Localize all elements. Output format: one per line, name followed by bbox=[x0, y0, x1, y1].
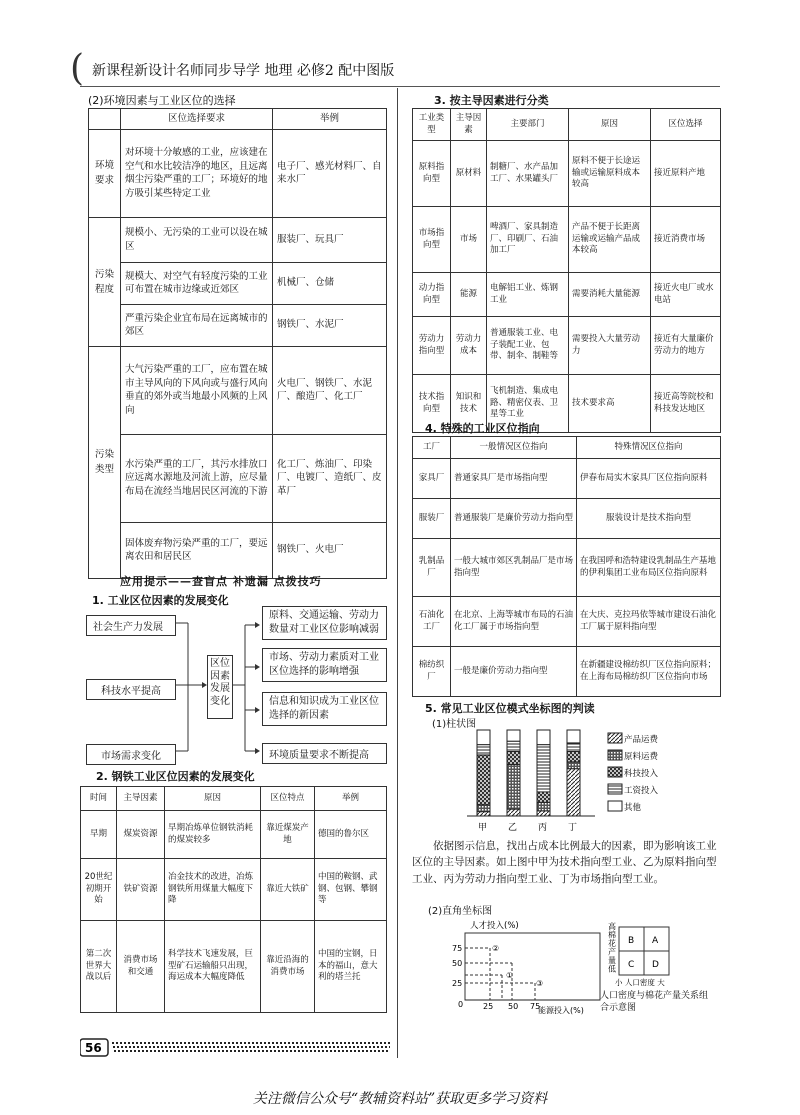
class-cell: 接近有大量廉价劳动力的地方 bbox=[651, 317, 721, 375]
class-cell: 普通服装工业、电子装配工业、包带、制伞、制鞋等 bbox=[487, 317, 569, 375]
class-cell: 飞机制造、集成电路、精密仪表、卫星等工业 bbox=[487, 375, 569, 433]
coord2-cell-a: A bbox=[652, 936, 659, 946]
env-example: 钢铁厂、火电厂 bbox=[273, 522, 387, 578]
table-row bbox=[81, 811, 387, 859]
class-cell: 知识和技术 bbox=[451, 375, 487, 433]
env-requirement: 严重污染企业宜布局在远离城市的郊区 bbox=[121, 304, 273, 346]
env-example: 钢铁厂、水泥厂 bbox=[273, 304, 387, 346]
bar-categories bbox=[478, 822, 577, 833]
coord1-ytick-75: 75 bbox=[452, 944, 463, 953]
env-example: 火电厂、钢铁厂、水泥厂、酿造厂、化工厂 bbox=[273, 346, 387, 434]
bar-chart bbox=[455, 725, 705, 835]
bar-丁-0 bbox=[567, 769, 580, 816]
tip2-title: 2. 钢铁工业区位因素的发展变化 bbox=[96, 770, 255, 783]
env-header-0: 区位选择要求 bbox=[121, 109, 273, 130]
bar-甲-4 bbox=[477, 730, 490, 745]
legend-label: 产品运费 bbox=[624, 735, 659, 745]
coord2-xlabel: 小 人口密度 大 bbox=[615, 978, 665, 987]
bar-丁-2 bbox=[567, 752, 580, 762]
env-requirement: 规模大、对空气有轻度污染的工业可布置在城市边缘或近郊区 bbox=[121, 262, 273, 304]
sub1-title: (1)柱状图 bbox=[432, 719, 477, 730]
steel-cell: 德国的鲁尔区 bbox=[315, 811, 387, 859]
bar-legend bbox=[608, 733, 659, 813]
table-row bbox=[413, 647, 721, 697]
class-cell: 原材料 bbox=[451, 141, 487, 207]
class-header-2: 主要部门 bbox=[487, 109, 569, 141]
env-group-label: 污染类型 bbox=[89, 346, 121, 578]
legend-label: 其他 bbox=[624, 803, 642, 813]
sub2-title: (2)直角坐标图 bbox=[428, 906, 493, 917]
steel-header-1: 主导因素 bbox=[117, 787, 165, 811]
class-cell: 接近原料产地 bbox=[651, 141, 721, 207]
flow-right-0: 原料、交通运输、劳动力数量对工业区位影响减弱 bbox=[262, 606, 387, 640]
page-number: 56 bbox=[85, 1041, 102, 1055]
class-header-0: 工业类型 bbox=[413, 109, 451, 141]
bar-丙-0 bbox=[537, 811, 550, 816]
special-cell: 服装厂 bbox=[413, 499, 451, 539]
class-cell: 制糖厂、水产品加工厂、水果罐头厂 bbox=[487, 141, 569, 207]
env-example: 电子厂、感光材料厂、自来水厂 bbox=[273, 129, 387, 217]
bar-丙-3 bbox=[537, 745, 550, 792]
class-header-4: 区位选择 bbox=[651, 109, 721, 141]
table-row bbox=[89, 217, 387, 262]
coord1-ytick-50: 50 bbox=[452, 959, 463, 968]
special-cell: 服装设计是技术指向型 bbox=[577, 499, 721, 539]
steel-cell: 中国的宝钢，日本的福山，意大利的塔兰托 bbox=[315, 921, 387, 1013]
steel-header-2: 原因 bbox=[165, 787, 261, 811]
header-rule bbox=[80, 86, 720, 87]
steel-cell: 靠近沿海的消费市场 bbox=[261, 921, 315, 1013]
flow-left-2: 市场需求变化 bbox=[86, 744, 176, 765]
special-header-2: 特殊情况区位指向 bbox=[577, 437, 721, 459]
table-row bbox=[81, 859, 387, 921]
coord2-cell-d: D bbox=[652, 960, 659, 970]
bar-丙-2 bbox=[537, 792, 550, 802]
coord1-xtick-75: 75 bbox=[530, 1002, 541, 1011]
legend-label: 工资投入 bbox=[624, 786, 659, 796]
class-cell: 市场指向型 bbox=[413, 207, 451, 273]
special-header-0: 工厂 bbox=[413, 437, 451, 459]
table-row bbox=[89, 522, 387, 578]
special-cell: 石油化工厂 bbox=[413, 597, 451, 647]
bar-甲-2 bbox=[477, 755, 490, 805]
table-row bbox=[89, 129, 387, 217]
bar-甲-3 bbox=[477, 745, 490, 755]
special-cell: 在新疆建设棉纺织厂区位指向原料；在上海布局棉纺织厂区位指向市场 bbox=[577, 647, 721, 697]
coord1-zero: 0 bbox=[458, 1000, 464, 1009]
table-row bbox=[413, 273, 721, 317]
legend-label: 科技投入 bbox=[624, 769, 659, 779]
table-row bbox=[89, 262, 387, 304]
special-cell: 伊春布局实木家具厂区位指向原料 bbox=[577, 459, 721, 499]
steel-cell: 中国的鞍钢、武钢、包钢、攀钢等 bbox=[315, 859, 387, 921]
bar-category-label: 丁 bbox=[568, 823, 578, 833]
coord1-frame bbox=[465, 933, 600, 1000]
flow-left-1: 科技水平提高 bbox=[86, 679, 176, 700]
flow-right-1: 市场、劳动力素质对工业区位选择的影响增强 bbox=[262, 648, 387, 682]
sec5-title: 5. 常见工业区位模式坐标图的判读 bbox=[425, 702, 595, 715]
special-cell: 普通服装厂是廉价劳动力指向型 bbox=[451, 499, 577, 539]
tip1-title: 1. 工业区位因素的发展变化 bbox=[92, 594, 229, 607]
page-header: 新课程新设计名师同步导学 地理 必修2 配中图版 bbox=[92, 63, 395, 79]
class-cell: 劳动力成本 bbox=[451, 317, 487, 375]
bar-丙-1 bbox=[537, 802, 550, 811]
steel-cell: 煤炭资源 bbox=[117, 811, 165, 859]
coord1-xtick-25: 25 bbox=[483, 1002, 494, 1011]
coord2-cell-c: C bbox=[628, 960, 635, 970]
table-row bbox=[89, 434, 387, 522]
env-example: 机械厂、仓储 bbox=[273, 262, 387, 304]
special-cell: 乳制品厂 bbox=[413, 539, 451, 597]
steel-cell: 第二次世界大战以后 bbox=[81, 921, 117, 1013]
bar-乙-1 bbox=[507, 764, 520, 809]
steel-header-4: 举例 bbox=[315, 787, 387, 811]
coord1-point-3: ③ bbox=[536, 979, 544, 988]
coord2-cell-b: B bbox=[628, 936, 635, 946]
coord2-caption: 人口密度与棉花产量关系组合示意图 bbox=[600, 991, 709, 1014]
bar-丙-4 bbox=[537, 730, 550, 745]
class-cell: 原料不便于长途运输或运输原料成本较高 bbox=[569, 141, 651, 207]
sec2-title: (2)环境因素与工业区位的选择 bbox=[88, 94, 236, 107]
special-table bbox=[412, 436, 721, 697]
special-cell: 在大庆、克拉玛依等城市建设石油化工厂属于原料指向型 bbox=[577, 597, 721, 647]
legend-swatch bbox=[608, 801, 622, 811]
env-example: 服装厂、玩具厂 bbox=[273, 217, 387, 262]
steel-cell: 靠近煤炭产地 bbox=[261, 811, 315, 859]
coord1-xlabel: 能源投入(%) bbox=[538, 1006, 584, 1015]
tip-title: 应用提示——查盲点 补遗漏 点拨技巧 bbox=[120, 575, 322, 588]
class-cell: 啤酒厂、家具制造厂、印刷厂、石油加工厂 bbox=[487, 207, 569, 273]
sec3-title: 3. 按主导因素进行分类 bbox=[434, 94, 549, 107]
class-cell: 产品不便于长距离运输或运输产品成本较高 bbox=[569, 207, 651, 273]
table-row bbox=[89, 304, 387, 346]
decorative-paren: ( bbox=[70, 48, 85, 89]
table-row bbox=[81, 921, 387, 1013]
page-number-bar bbox=[80, 1038, 390, 1058]
flow-center: 区位因素发展变化 bbox=[207, 655, 233, 719]
steel-cell: 消费市场和交通 bbox=[117, 921, 165, 1013]
coord1-ylabel: 人才投入(%) bbox=[470, 921, 519, 931]
class-cell: 电解铝工业、炼钢工业 bbox=[487, 273, 569, 317]
steel-cell: 早期冶炼单位钢铁消耗的煤炭较多 bbox=[165, 811, 261, 859]
bar-category-label: 甲 bbox=[478, 823, 488, 833]
special-cell: 在北京、上海等城市布局的石油化工厂属于市场指向型 bbox=[451, 597, 577, 647]
table-row bbox=[413, 459, 721, 499]
env-group-label: 污染程度 bbox=[89, 217, 121, 346]
env-requirement: 水污染严重的工厂，其污水排放口应远离水源地及河流上游，应尽量布局在流经当地居民区河流的下游 bbox=[121, 434, 273, 522]
env-header-blank bbox=[89, 109, 121, 130]
class-cell: 需要消耗大量能源 bbox=[569, 273, 651, 317]
class-cell: 原料指向型 bbox=[413, 141, 451, 207]
class-header-1: 主导因素 bbox=[451, 109, 487, 141]
env-table bbox=[88, 108, 387, 579]
legend-swatch bbox=[608, 767, 622, 777]
legend-label: 原料运费 bbox=[624, 752, 659, 762]
steel-table bbox=[80, 786, 387, 1013]
special-cell: 棉纺织厂 bbox=[413, 647, 451, 697]
class-cell: 市场 bbox=[451, 207, 487, 273]
class-cell: 劳动力指向型 bbox=[413, 317, 451, 375]
coord1-xtick-50: 50 bbox=[508, 1002, 519, 1011]
special-cell: 一般是廉价劳动力指向型 bbox=[451, 647, 577, 697]
steel-header-3: 区位特点 bbox=[261, 787, 315, 811]
env-requirement: 大气污染严重的工厂，应布置在城市主导风向的下风向或与盛行风向垂直的郊外或当地最小风频的上风向 bbox=[121, 346, 273, 434]
steel-cell: 冶金技术的改进，冶炼钢铁所用煤量大幅度下降 bbox=[165, 859, 261, 921]
bar-丁-4 bbox=[567, 730, 580, 743]
table-row bbox=[413, 539, 721, 597]
env-group-label: 环境要求 bbox=[89, 129, 121, 217]
class-cell: 需要投入大量劳动力 bbox=[569, 317, 651, 375]
class-cell: 技术要求高 bbox=[569, 375, 651, 433]
class-cell: 能源 bbox=[451, 273, 487, 317]
class-cell: 接近消费市场 bbox=[651, 207, 721, 273]
env-header-1: 举例 bbox=[273, 109, 387, 130]
steel-cell: 铁矿资源 bbox=[117, 859, 165, 921]
special-cell: 普通家具厂是市场指向型 bbox=[451, 459, 577, 499]
table-row bbox=[413, 141, 721, 207]
class-cell: 技术指向型 bbox=[413, 375, 451, 433]
special-cell: 一般大城市郊区乳制品厂是市场指向型 bbox=[451, 539, 577, 597]
bars-group bbox=[477, 730, 580, 816]
special-cell: 家具厂 bbox=[413, 459, 451, 499]
coord-chart-1 bbox=[420, 915, 605, 1015]
steel-cell: 科学技术飞速发展，巨型矿石运输船只出现，海运成本大幅度降低 bbox=[165, 921, 261, 1013]
coord2-ylabel: 高棉花产量低 bbox=[608, 922, 616, 974]
legend-swatch bbox=[608, 750, 622, 760]
bar-乙-0 bbox=[507, 809, 520, 816]
steel-cell: 20世纪初期开始 bbox=[81, 859, 117, 921]
env-requirement: 规模小、无污染的工业可以设在城区 bbox=[121, 217, 273, 262]
legend-swatch bbox=[608, 784, 622, 794]
flow-right-3: 环境质量要求不断提高 bbox=[262, 743, 387, 764]
flow-right-2: 信息和知识成为工业区位选择的新因素 bbox=[262, 692, 387, 726]
class-table bbox=[412, 108, 721, 433]
bar-丁-1 bbox=[567, 762, 580, 769]
class-cell: 接近高等院校和科技发达地区 bbox=[651, 375, 721, 433]
bar-乙-4 bbox=[507, 730, 520, 741]
bar-category-label: 乙 bbox=[508, 823, 518, 833]
coord1-point-2: ② bbox=[492, 944, 500, 953]
table-row bbox=[413, 207, 721, 273]
coord1-ytick-25: 25 bbox=[452, 979, 463, 988]
coord1-point-1: ① bbox=[506, 971, 514, 980]
flow-left-0: 社会生产力发展 bbox=[86, 615, 176, 636]
env-example: 化工厂、炼油厂、印染厂、电镀厂、造纸厂、皮革厂 bbox=[273, 434, 387, 522]
class-cell: 接近火电厂或水电站 bbox=[651, 273, 721, 317]
bar-乙-2 bbox=[507, 752, 520, 765]
bar-甲-0 bbox=[477, 812, 490, 816]
table-row bbox=[413, 317, 721, 375]
bar-甲-1 bbox=[477, 805, 490, 812]
sec4-title: 4. 特殊的工业区位指向 bbox=[425, 422, 540, 435]
class-cell: 动力指向型 bbox=[413, 273, 451, 317]
bar-丁-3 bbox=[567, 743, 580, 752]
class-header-3: 原因 bbox=[569, 109, 651, 141]
steel-cell: 早期 bbox=[81, 811, 117, 859]
table-row bbox=[413, 499, 721, 539]
bar-category-label: 丙 bbox=[538, 823, 548, 833]
analysis-paragraph: 依据图示信息，找出占成本比例最大的因素，即为影响该工业区位的主导因素。如上图中甲为技术指向型工业、乙为原料指向型工业、丙为劳动力指向型工业、丁为市场指向型工业。 bbox=[412, 840, 717, 885]
legend-swatch bbox=[608, 733, 622, 743]
column-divider bbox=[397, 88, 398, 1058]
env-requirement: 对环境十分敏感的工业，应该建在空气和水比较洁净的地区，且远离烟尘污染严重的工厂；环境好的地方吸引某些特定工业 bbox=[121, 129, 273, 217]
special-cell: 在我国呼和浩特建设乳制品生产基地的伊利集团工业布局区位指向原料 bbox=[577, 539, 721, 597]
bar-乙-3 bbox=[507, 741, 520, 751]
env-requirement: 固体废弃物污染严重的工厂，要远离农田和居民区 bbox=[121, 522, 273, 578]
steel-header-0: 时间 bbox=[81, 787, 117, 811]
table-row bbox=[89, 346, 387, 434]
special-header-1: 一般情况区位指向 bbox=[451, 437, 577, 459]
bottom-notice: 关注微信公众号“教辅资料站”获取更多学习资料 bbox=[252, 1091, 548, 1107]
table-row bbox=[413, 597, 721, 647]
steel-cell: 靠近大铁矿 bbox=[261, 859, 315, 921]
